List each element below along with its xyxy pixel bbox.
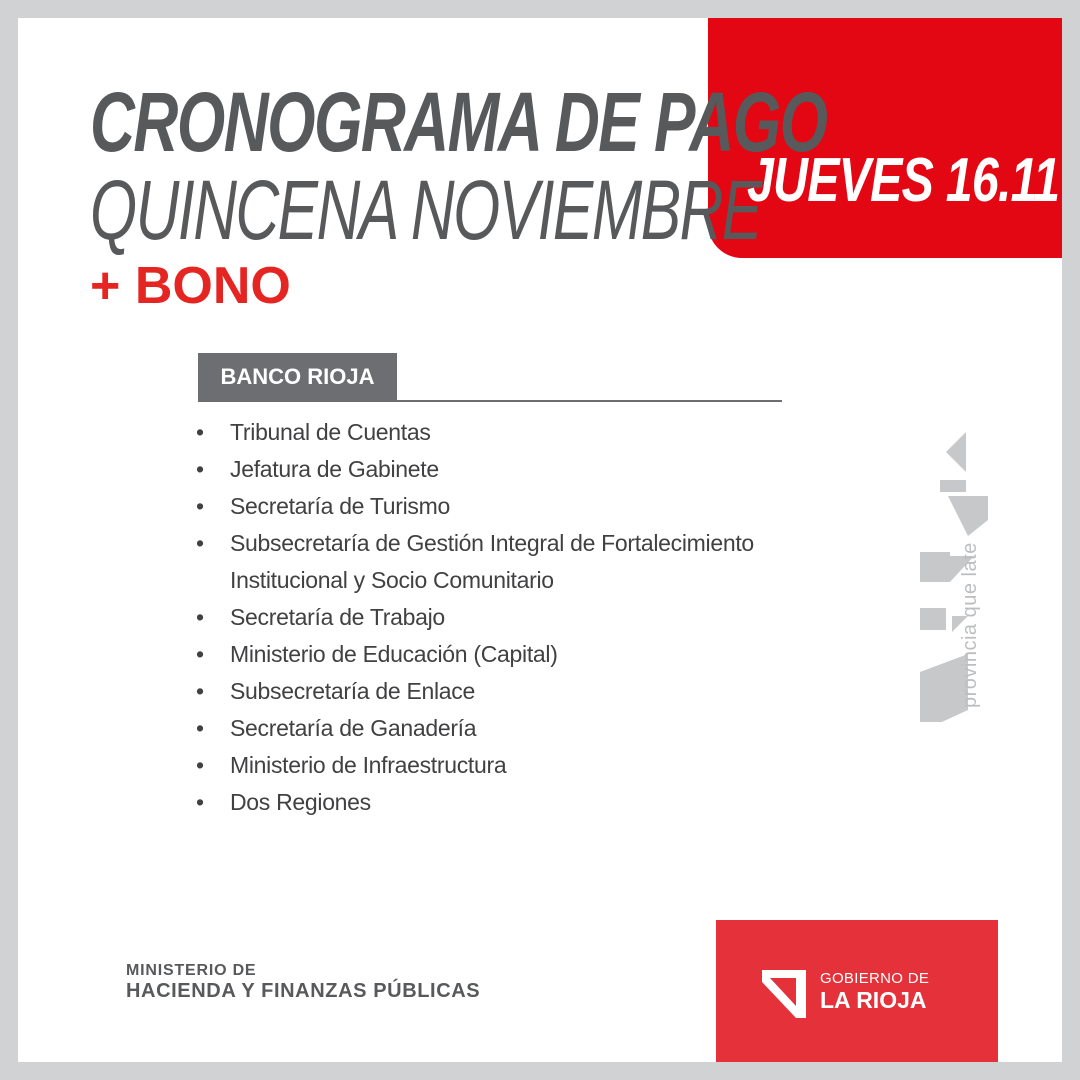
list-item: • Tribunal de Cuentas xyxy=(230,414,810,451)
list-item: • Subsecretaría de Enlace xyxy=(230,673,810,710)
bank-divider xyxy=(198,400,782,402)
date-label: JUEVES 16.11 xyxy=(746,146,1060,215)
list-item: • Ministerio de Educación (Capital) xyxy=(230,636,810,673)
ministry-signature xyxy=(126,962,480,1003)
page-title: CRONOGRAMA DE PAGO xyxy=(90,75,827,169)
bank-name-tag: BANCO RIOJA xyxy=(198,353,397,401)
list-item: • Secretaría de Trabajo xyxy=(230,599,810,636)
payment-schedule-card xyxy=(18,18,1062,1062)
government-logo-box xyxy=(716,920,998,1062)
agency-list xyxy=(230,414,810,821)
ministry-line1: MINISTERIO DE xyxy=(126,962,257,979)
list-item: • Secretaría de Ganadería xyxy=(230,710,810,747)
list-item: • Jefatura de Gabinete xyxy=(230,451,810,488)
bonus-label: + BONO xyxy=(90,257,291,315)
gov-line1: GOBIERNO DE xyxy=(820,970,930,987)
page-subtitle: QUINCENA NOVIEMBRE xyxy=(90,163,761,257)
government-name xyxy=(820,970,929,1013)
gov-line2: LA RIOJA xyxy=(820,987,927,1013)
la-rioja-logo-icon xyxy=(762,968,808,1018)
list-item: • Subsecretaría de Gestión Integral de Fortalecimiento Institucional y Socio Comunitario xyxy=(230,525,790,599)
brand-tagline: provincia que late xyxy=(959,542,981,708)
ministry-line2: HACIENDA Y FINANZAS PÚBLICAS xyxy=(126,980,481,1002)
list-item: • Ministerio de Infraestructura xyxy=(230,747,810,784)
list-item: • Secretaría de Turismo xyxy=(230,488,810,525)
list-item: • Dos Regiones xyxy=(230,784,810,821)
